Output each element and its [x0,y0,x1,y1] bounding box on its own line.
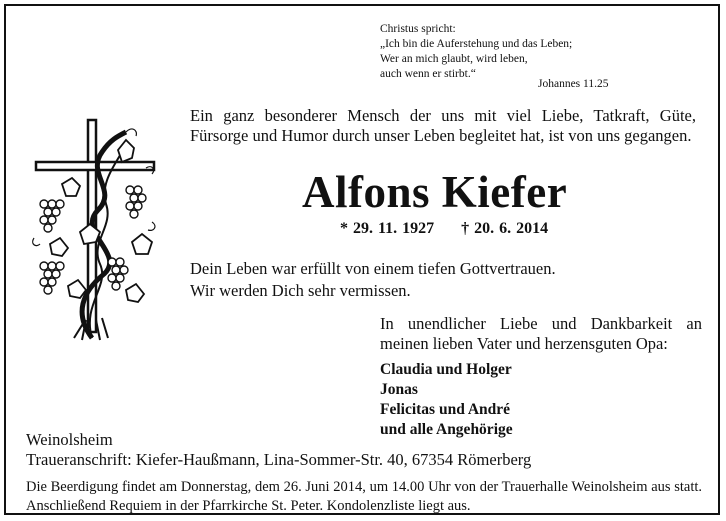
town: Weinolsheim [26,430,113,449]
bible-quote [380,22,572,82]
quote-line: Wer an mich glaubt, wird leben, [380,53,528,65]
birth-date: * 29. 11. 1927 [340,220,435,237]
life-dates [340,220,548,238]
funeral-info: Die Beerdigung findet am Donnerstag, dem 26. Juni 2014, um 14.00 Uhr von der Trauerhalle Weinolsheim aus statt. Anschließend Requiem in der Pfarrkirche St. Peter. Kondolenzliste liegt aus. [26,479,702,514]
cross-with-grapevine-icon [22,114,164,346]
quote-line: „Ich bin die Auferstehung und das Leben; [380,38,573,50]
family-member: Claudia und Holger [380,361,512,378]
quote-reference: Johannes 11.25 [538,78,609,90]
mourning-address: Traueranschrift: Kiefer-Haußmann, Lina-Sommer-Str. 40, 67354 Römerberg [26,450,532,469]
family-member: und alle Angehörige [380,421,513,438]
remembrance-line: Dein Leben war erfüllt von einem tiefen Gottvertrauen. [190,259,556,278]
quote-line: auch wenn er stirbt.“ [380,68,476,80]
remembrance-text [190,258,556,302]
family-member: Jonas [380,381,418,398]
death-date: † 20. 6. 2014 [461,220,549,237]
family-list [380,360,513,440]
family-member: Felicitas und André [380,401,511,418]
obituary-notice [4,4,720,515]
intro-text: Ein ganz besonderer Mensch der uns mit viel Liebe, Tatkraft, Güte, Fürsorge und Humor durch unser Leben begleitet hat, ist von uns gegangen. [190,106,696,145]
deceased-name: Alfons Kiefer [302,167,568,217]
thanks-text: In unendlicher Liebe und Dankbarkeit an meinen lieben Vater und herzensguten Opa: [380,314,702,353]
quote-line: Christus spricht: [380,23,456,35]
remembrance-line: Wir werden Dich sehr vermissen. [190,281,411,300]
